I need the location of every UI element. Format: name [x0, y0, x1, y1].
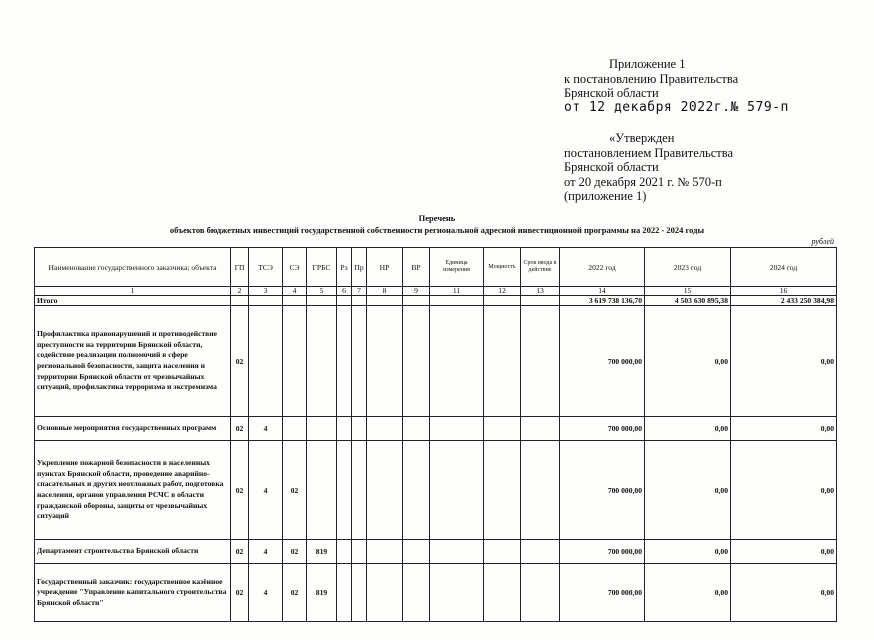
row-object-name: Укрепление пожарной безопасности в населенных пунктах Брянской области, проведение аварийно-спасательных и других неотложных работ, подготовка населения, органов управления РСЧС в области гражданской обороны, защиты от чрезвычайных ситуаций	[35, 441, 231, 540]
approved-line-3: Брянской области	[564, 160, 659, 175]
row-2024: 0,00	[731, 417, 837, 441]
row-2023: 0,00	[645, 306, 731, 417]
header-vr: ВР	[403, 248, 430, 287]
row-se: 02	[283, 441, 307, 540]
header-grbs: ГРБС	[307, 248, 337, 287]
row-2023: 0,00	[645, 441, 731, 540]
table-header-row	[35, 248, 837, 287]
row-2024: 0,00	[731, 564, 837, 622]
row-2024: 0,00	[731, 306, 837, 417]
header-unit: Единица измерения	[430, 248, 484, 287]
currency-unit-label: рублей	[811, 237, 834, 246]
row-gp: 02	[231, 441, 249, 540]
row-object-name: Основные мероприятия государственных программ	[35, 417, 231, 441]
row-2022: 700 000,00	[560, 417, 645, 441]
total-label: Итого	[35, 296, 231, 306]
column-number: 13	[521, 287, 560, 296]
row-2024: 0,00	[731, 540, 837, 564]
column-number: 12	[484, 287, 521, 296]
row-grbs: 819	[307, 564, 337, 622]
total-2023: 4 503 630 895,38	[645, 296, 731, 306]
table-row	[35, 417, 837, 441]
approved-block	[564, 131, 733, 204]
column-number: 11	[430, 287, 484, 296]
row-se: 02	[283, 564, 307, 622]
appendix-line-1: Приложение 1	[609, 57, 686, 71]
column-number: 8	[367, 287, 403, 296]
total-2024: 2 433 250 384,98	[731, 296, 837, 306]
row-tse: 4	[249, 417, 283, 441]
row-gp: 02	[231, 417, 249, 441]
header-2022: 2022 год	[560, 248, 645, 287]
row-2023: 0,00	[645, 564, 731, 622]
row-tse: 4	[249, 441, 283, 540]
row-2022: 700 000,00	[560, 306, 645, 417]
header-2023: 2023 год	[645, 248, 731, 287]
row-se	[283, 417, 307, 441]
column-number: 7	[352, 287, 367, 296]
column-number: 1	[35, 287, 231, 296]
header-object-name: Наименование государственного заказчика; объекта	[35, 248, 231, 287]
column-number: 14	[560, 287, 645, 296]
approved-line-5: (приложение 1)	[564, 189, 647, 204]
table-row	[35, 441, 837, 540]
row-2023: 0,00	[645, 540, 731, 564]
header-capacity: Мощность	[484, 248, 521, 287]
appendix-date-line: от 12 декабря 2022г.№ 579-п	[564, 99, 789, 115]
total-2022: 3 619 738 136,70	[560, 296, 645, 306]
row-2022: 700 000,00	[560, 540, 645, 564]
approved-line-1: «Утвержден	[609, 131, 675, 145]
row-gp: 02	[231, 564, 249, 622]
column-number: 9	[403, 287, 430, 296]
table-row	[35, 306, 837, 417]
header-nr: НР	[367, 248, 403, 287]
row-2022: 700 000,00	[560, 441, 645, 540]
approved-line-2: постановлением Правительства	[564, 145, 734, 160]
column-number: 15	[645, 287, 731, 296]
row-se	[283, 306, 307, 417]
row-se: 02	[283, 540, 307, 564]
row-grbs	[307, 417, 337, 441]
header-se: СЭ	[283, 248, 307, 287]
row-tse	[249, 306, 283, 417]
header-gp: ГП	[231, 248, 249, 287]
row-object-name: Профилактика правонарушений и противодействие преступности на территории Брянской области, содействие реализации полномочий в сфере региональной безопасности, защита населения и территории Брянской области от чрезвычайных ситуаций, профилактика терроризма и экстремизма	[35, 306, 231, 417]
table-row	[35, 540, 837, 564]
header-2024: 2024 год	[731, 248, 837, 287]
header-tse: ТСЭ	[249, 248, 283, 287]
row-object-name: Департамент строительства Брянской области	[35, 540, 231, 564]
appendix-block	[564, 57, 789, 115]
table-row	[35, 564, 837, 622]
column-number: 6	[337, 287, 352, 296]
investment-table	[34, 247, 837, 622]
row-grbs	[307, 441, 337, 540]
header-commissioning: Срок ввода в действие	[521, 248, 560, 287]
document-title: Перечень	[418, 213, 456, 223]
row-tse: 4	[249, 564, 283, 622]
row-2024: 0,00	[731, 441, 837, 540]
document-subtitle: объектов бюджетных инвестиций государственной собственности региональной адресной инвестиционной программы на 2022 - 2024 годы	[169, 225, 705, 235]
column-number: 4	[283, 287, 307, 296]
row-object-name: Государственный заказчик: государственное казённое учреждение "Управление капитального строительства Брянской области"	[35, 564, 231, 622]
row-gp: 02	[231, 540, 249, 564]
row-grbs	[307, 306, 337, 417]
header-rz: Рз	[337, 248, 352, 287]
column-number: 16	[731, 287, 837, 296]
appendix-line-2: к постановлению Правительства	[564, 71, 739, 86]
row-grbs: 819	[307, 540, 337, 564]
column-number: 2	[231, 287, 249, 296]
row-2022: 700 000,00	[560, 564, 645, 622]
row-2023: 0,00	[645, 417, 731, 441]
approved-line-4: от 20 декабря 2021 г. № 570-п	[564, 174, 722, 189]
row-gp: 02	[231, 306, 249, 417]
column-number: 5	[307, 287, 337, 296]
appendix-line-3: Брянской области	[564, 86, 659, 101]
column-number-row	[35, 287, 837, 296]
total-row	[35, 296, 837, 306]
column-number: 3	[249, 287, 283, 296]
row-tse: 4	[249, 540, 283, 564]
header-pr: Пр	[352, 248, 367, 287]
